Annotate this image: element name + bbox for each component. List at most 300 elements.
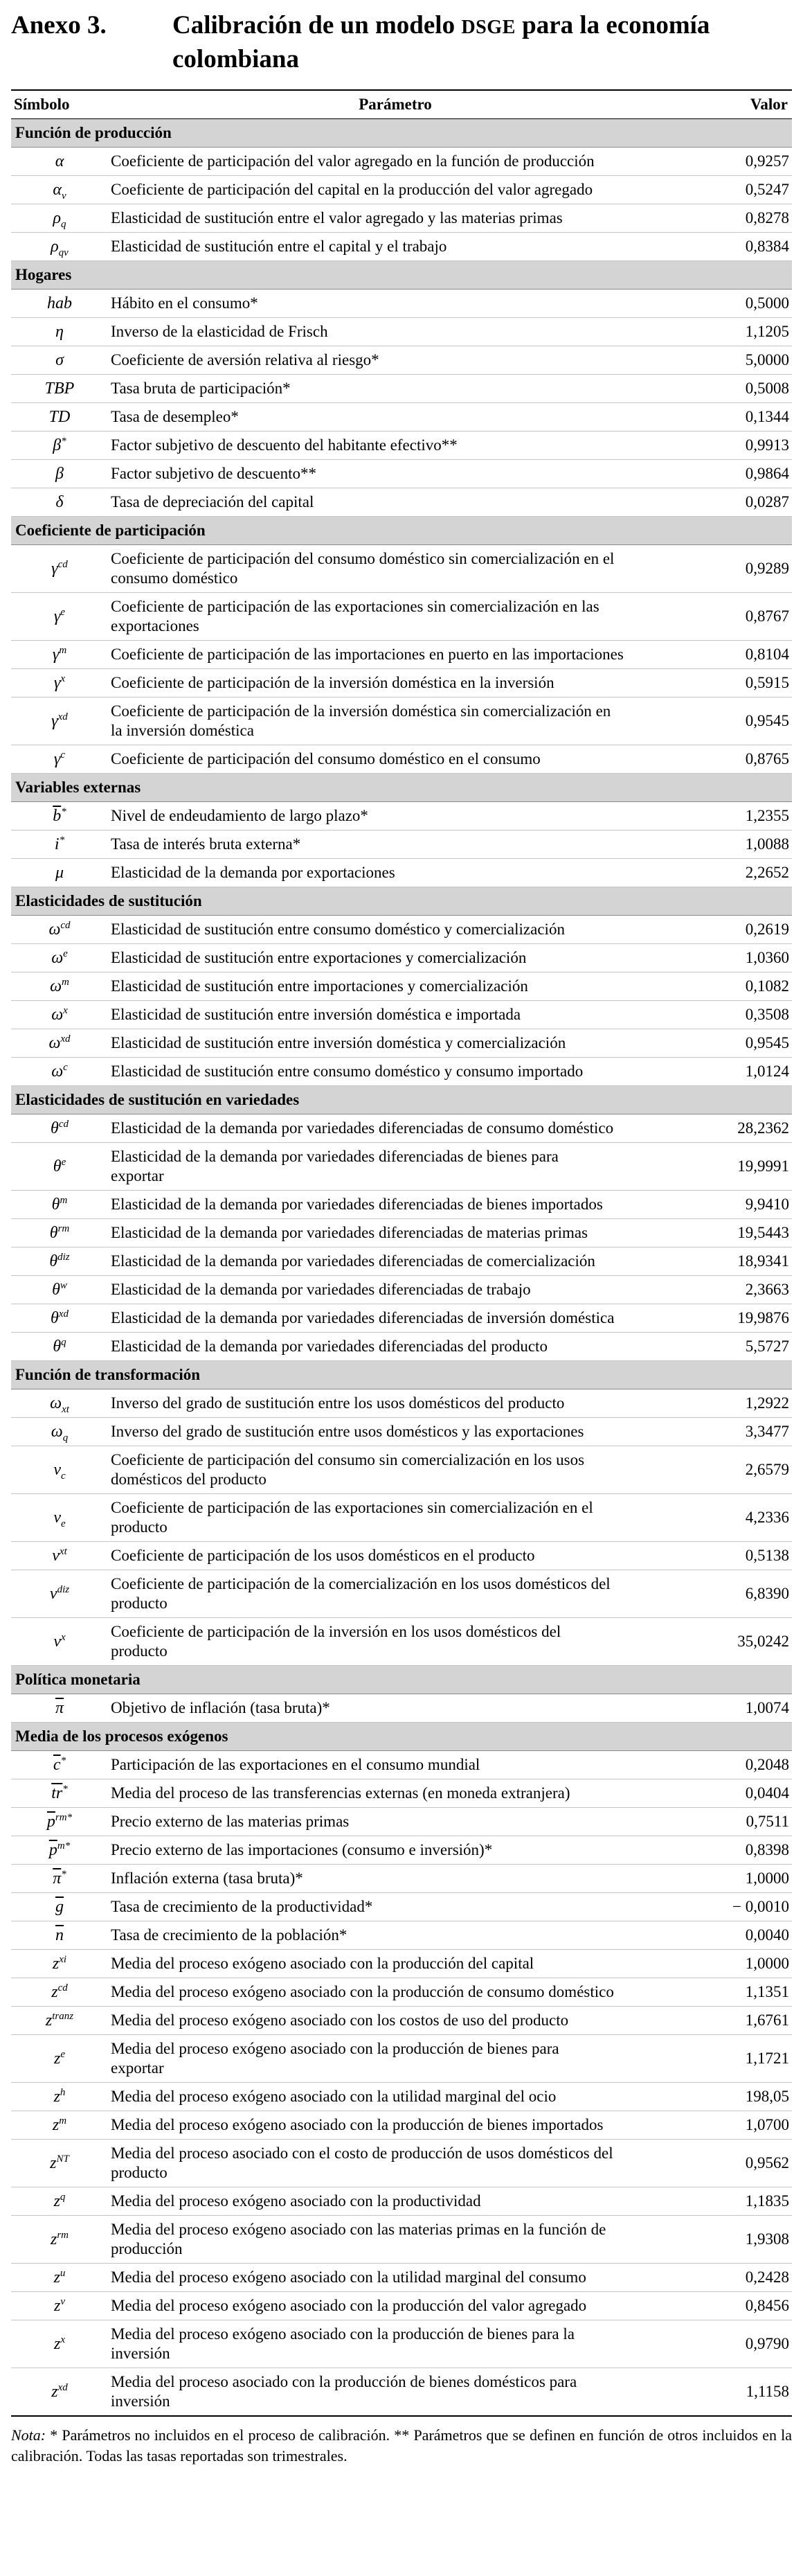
symbol-glyph: $z^q$ (53, 2192, 66, 2210)
parameter-symbol (11, 745, 108, 774)
parameter-symbol (11, 2216, 108, 2264)
parameter-symbol (11, 1921, 108, 1950)
title-post: para la economía colombiana (172, 11, 710, 73)
parameter-symbol (11, 1779, 108, 1808)
symbol-glyph: $v^{diz}$ (49, 1584, 70, 1603)
symbol-glyph: $z^h$ (53, 2087, 66, 2106)
parameter-row (11, 1694, 792, 1723)
symbol-glyph: $\gamma^e$ (53, 607, 66, 625)
parameter-value: 1,0124 (683, 1058, 792, 1086)
parameter-symbol (11, 2140, 108, 2187)
parameter-value: 0,1082 (683, 972, 792, 1001)
parameter-row (11, 745, 792, 774)
footnote-text: * Parámetros no incluidos en el proceso de calibración. ** Parámetros que se definen en función de otros incluidos en la calibración. Todas las tasas reportadas son trimestrales. (11, 2426, 792, 2464)
parameter-symbol (11, 2007, 108, 2035)
parameter-row (11, 859, 792, 887)
symbol-glyph: hab (47, 294, 72, 312)
parameter-symbol (11, 1808, 108, 1836)
parameter-description: Factor subjetivo de descuento del habitante efectivo** (108, 432, 683, 460)
parameter-description: Elasticidad de la demanda por variedades diferenciadas de trabajo (108, 1276, 683, 1304)
parameter-symbol (11, 432, 108, 460)
symbol-glyph: $\rho_{qv}$ (51, 238, 69, 258)
parameter-symbol (11, 2368, 108, 2417)
parameter-row (11, 1418, 792, 1446)
symbol-glyph: $\overline{c}^*$ (53, 1755, 66, 1774)
parameter-value: 0,9545 (683, 1029, 792, 1058)
parameter-symbol (11, 545, 108, 593)
parameter-row (11, 375, 792, 403)
parameter-value: 0,0040 (683, 1921, 792, 1950)
parameter-description: Coeficiente de participación del consumo sin comercialización en los usos domésticos del producto (108, 1446, 683, 1494)
parameter-symbol (11, 2264, 108, 2292)
parameter-value: 0,9790 (683, 2320, 792, 2368)
symbol-glyph: $\omega_{xt}$ (50, 1394, 69, 1415)
parameter-description: Media del proceso exógeno asociado con la producción del valor agregado (108, 2292, 683, 2320)
parameter-description: Media del proceso de las transferencias externas (en moneda extranjera) (108, 1779, 683, 1808)
parameter-value: 0,8456 (683, 2292, 792, 2320)
parameter-description: Tasa de crecimiento de la población* (108, 1921, 683, 1950)
parameter-row (11, 2292, 792, 2320)
symbol-glyph: $\gamma^x$ (53, 673, 66, 692)
parameter-row (11, 641, 792, 669)
parameter-description: Coeficiente de participación de los usos domésticos en el producto (108, 1542, 683, 1570)
parameter-value: 0,5138 (683, 1542, 792, 1570)
parameter-symbol (11, 1304, 108, 1333)
parameter-description: Coeficiente de participación de la inversión doméstica en la inversión (108, 669, 683, 698)
parameter-symbol (11, 1389, 108, 1418)
parameter-description: Participación de las exportaciones en el consumo mundial (108, 1751, 683, 1779)
parameter-value: 28,2362 (683, 1114, 792, 1143)
parameter-value: 0,9257 (683, 148, 792, 176)
parameter-symbol (11, 2111, 108, 2140)
symbol-glyph: $\theta^{xd}$ (51, 1308, 69, 1327)
table-body (11, 119, 792, 2417)
parameter-row (11, 1276, 792, 1304)
parameter-symbol (11, 593, 108, 641)
parameter-value: 0,5915 (683, 669, 792, 698)
section-header-row (11, 774, 792, 802)
parameter-description: Tasa bruta de participación* (108, 375, 683, 403)
parameter-description: Coeficiente de participación de la inversión doméstica sin comercialización en la inversión doméstica (108, 698, 683, 745)
parameter-symbol (11, 1865, 108, 1893)
parameter-value: 0,3508 (683, 1001, 792, 1029)
symbol-glyph: $\alpha_v$ (53, 181, 66, 202)
parameter-description: Coeficiente de participación del consumo doméstico sin comercialización en el consumo doméstico (108, 545, 683, 593)
parameter-value: 1,6761 (683, 2007, 792, 2035)
parameter-description: Coeficiente de participación de la comercialización en los usos domésticos del producto (108, 1570, 683, 1618)
parameter-symbol (11, 290, 108, 318)
section-title: Hogares (11, 261, 792, 290)
column-header-simbolo: Símbolo (11, 90, 108, 119)
parameter-value: 0,0287 (683, 488, 792, 517)
parameter-description: Hábito en el consumo* (108, 290, 683, 318)
parameter-symbol (11, 1893, 108, 1921)
parameter-value: 0,9562 (683, 2140, 792, 2187)
symbol-glyph: TBP (44, 380, 75, 398)
parameter-value: 0,5008 (683, 375, 792, 403)
parameter-value: 1,0700 (683, 2111, 792, 2140)
parameter-description: Coeficiente de participación de las exportaciones sin comercialización en el producto (108, 1494, 683, 1542)
parameter-value: 1,0000 (683, 1950, 792, 1978)
parameter-symbol (11, 1618, 108, 1666)
parameter-row (11, 545, 792, 593)
parameter-description: Media del proceso exógeno asociado con la productividad (108, 2187, 683, 2216)
symbol-glyph: $\theta^{cd}$ (51, 1119, 69, 1137)
parameter-value: 1,1158 (683, 2368, 792, 2417)
parameter-description: Elasticidad de la demanda por variedades diferenciadas de bienes para exportar (108, 1143, 683, 1191)
parameter-row (11, 2368, 792, 2417)
symbol-glyph: $z^e$ (53, 2049, 65, 2068)
parameter-description: Media del proceso exógeno asociado con la producción de bienes importados (108, 2111, 683, 2140)
section-title: Variables externas (11, 774, 792, 802)
parameter-row (11, 1978, 792, 2007)
parameter-row (11, 290, 792, 318)
parameter-symbol (11, 403, 108, 432)
parameter-row (11, 1247, 792, 1276)
parameter-description: Elasticidad de sustitución entre inversión doméstica y comercialización (108, 1029, 683, 1058)
parameter-symbol (11, 859, 108, 887)
parameter-symbol (11, 1570, 108, 1618)
parameter-value: 2,2652 (683, 859, 792, 887)
title-text (172, 10, 792, 75)
section-header-row (11, 1086, 792, 1114)
parameter-row (11, 318, 792, 346)
symbol-glyph: β (55, 465, 64, 483)
symbol-glyph: $\overline{\pi}$ (55, 1699, 64, 1717)
parameter-description: Elasticidad de la demanda por exportaciones (108, 859, 683, 887)
parameter-symbol (11, 2083, 108, 2111)
parameter-row (11, 1779, 792, 1808)
parameter-row (11, 1836, 792, 1865)
parameter-row (11, 432, 792, 460)
symbol-glyph: $\omega^m$ (50, 977, 69, 995)
symbol-glyph: $\theta^{diz}$ (49, 1252, 70, 1270)
parameter-row (11, 1446, 792, 1494)
symbol-glyph: $\overline{p}^{rm*}$ (46, 1812, 73, 1831)
parameter-symbol (11, 375, 108, 403)
parameter-description: Coeficiente de participación de las importaciones en puerto en las importaciones (108, 641, 683, 669)
parameter-description: Coeficiente de aversión relativa al riesgo* (108, 346, 683, 375)
parameter-description: Tasa de depreciación del capital (108, 488, 683, 517)
parameter-symbol (11, 1029, 108, 1058)
parameter-description: Media del proceso exógeno asociado con la utilidad marginal del ocio (108, 2083, 683, 2111)
parameter-row (11, 204, 792, 233)
parameter-row (11, 346, 792, 375)
symbol-glyph: $z^m$ (52, 2115, 67, 2134)
footnote-label: Nota: (11, 2426, 46, 2444)
parameter-row (11, 2083, 792, 2111)
parameter-value: 0,8278 (683, 204, 792, 233)
parameter-symbol (11, 1751, 108, 1779)
symbol-glyph: $v^x$ (53, 1632, 66, 1651)
parameter-value: 0,8384 (683, 233, 792, 261)
parameter-description: Precio externo de las importaciones (consumo e inversión)* (108, 1836, 683, 1865)
parameter-row (11, 460, 792, 488)
symbol-glyph: $\omega^x$ (51, 1005, 68, 1024)
parameter-value: 3,3477 (683, 1418, 792, 1446)
parameter-symbol (11, 1191, 108, 1219)
parameter-value: 0,5247 (683, 176, 792, 204)
symbol-glyph: $\omega^{xd}$ (48, 1033, 71, 1052)
parameter-row (11, 1808, 792, 1836)
parameter-row (11, 916, 792, 944)
parameter-description: Inverso del grado de sustitución entre los usos domésticos del producto (108, 1389, 683, 1418)
parameter-value: 1,0088 (683, 830, 792, 859)
parameter-row (11, 1570, 792, 1618)
symbol-glyph: $\gamma^{xd}$ (51, 711, 68, 730)
parameter-row (11, 2264, 792, 2292)
annex-label: Anexo 3. (11, 11, 107, 39)
section-title: Función de transformación (11, 1361, 792, 1389)
parameter-value: 19,9991 (683, 1143, 792, 1191)
title-pre: Calibración de un modelo (172, 11, 462, 39)
parameter-row (11, 1542, 792, 1570)
parameter-description: Elasticidad de sustitución entre el capital y el trabajo (108, 233, 683, 261)
parameter-symbol (11, 1333, 108, 1361)
parameter-symbol (11, 2292, 108, 2320)
parameter-value: 1,0074 (683, 1694, 792, 1723)
parameter-row (11, 698, 792, 745)
parameter-symbol (11, 346, 108, 375)
parameter-value: 19,5443 (683, 1219, 792, 1247)
symbol-glyph: $z^u$ (53, 2268, 66, 2286)
parameter-symbol (11, 802, 108, 830)
section-header-row (11, 1666, 792, 1694)
parameter-symbol (11, 1114, 108, 1143)
parameter-row (11, 2140, 792, 2187)
symbol-glyph: $z^{cd}$ (51, 1982, 68, 2001)
parameter-row (11, 1865, 792, 1893)
parameter-symbol (11, 1542, 108, 1570)
parameter-description: Media del proceso asociado con la producción de bienes domésticos para inversión (108, 2368, 683, 2417)
parameter-row (11, 2007, 792, 2035)
parameter-description: Media del proceso exógeno asociado con la producción de consumo doméstico (108, 1978, 683, 2007)
parameter-row (11, 148, 792, 176)
section-header-row (11, 1723, 792, 1751)
symbol-glyph: μ (55, 864, 64, 882)
parameter-description: Elasticidad de sustitución entre el valor agregado y las materias primas (108, 204, 683, 233)
symbol-glyph: $z^{xd}$ (51, 2382, 68, 2401)
symbol-glyph: $\theta^q$ (53, 1337, 66, 1356)
parameter-symbol (11, 698, 108, 745)
parameter-row (11, 1304, 792, 1333)
parameter-symbol (11, 204, 108, 233)
symbol-glyph: δ (55, 493, 64, 511)
parameter-value: 1,0000 (683, 1865, 792, 1893)
parameter-description: Media del proceso exógeno asociado con la producción de bienes para exportar (108, 2035, 683, 2083)
parameter-value: 0,2428 (683, 2264, 792, 2292)
parameter-description: Media del proceso exógeno asociado con las materias primas en la función de producción (108, 2216, 683, 2264)
parameter-symbol (11, 1950, 108, 1978)
parameter-value: 18,9341 (683, 1247, 792, 1276)
parameter-symbol (11, 1494, 108, 1542)
parameter-symbol (11, 176, 108, 204)
parameter-row (11, 2216, 792, 2264)
symbol-glyph: i* (54, 835, 65, 853)
parameter-value: 5,5727 (683, 1333, 792, 1361)
parameter-row (11, 1494, 792, 1542)
parameter-description: Media del proceso exógeno asociado con la producción de bienes para la inversión (108, 2320, 683, 2368)
parameter-row (11, 1618, 792, 1666)
symbol-glyph: $\theta^m$ (51, 1195, 68, 1214)
parameter-row (11, 1219, 792, 1247)
parameter-value: 0,5000 (683, 290, 792, 318)
parameter-description: Inflación externa (tasa bruta)* (108, 1865, 683, 1893)
symbol-glyph: $z^v$ (53, 2296, 65, 2315)
parameter-symbol (11, 460, 108, 488)
section-header-row (11, 261, 792, 290)
parameter-symbol (11, 2187, 108, 2216)
symbol-glyph: α (55, 152, 64, 170)
parameter-value: 2,3663 (683, 1276, 792, 1304)
parameter-row (11, 593, 792, 641)
section-header-row (11, 119, 792, 148)
page-title (11, 10, 792, 75)
parameter-description: Coeficiente de participación del consumo doméstico en el consumo (108, 745, 683, 774)
title-acronym: DSGE (461, 17, 516, 38)
parameter-description: Media del proceso exógeno asociado con la utilidad marginal del consumo (108, 2264, 683, 2292)
parameter-description: Coeficiente de participación del valor agregado en la función de producción (108, 148, 683, 176)
parameter-row (11, 972, 792, 1001)
parameter-value: 1,1351 (683, 1978, 792, 2007)
parameter-description: Elasticidad de la demanda por variedades diferenciadas de bienes importados (108, 1191, 683, 1219)
symbol-glyph: $\gamma^m$ (52, 645, 67, 664)
parameter-value: 0,7511 (683, 1808, 792, 1836)
section-title: Coeficiente de participación (11, 517, 792, 545)
parameter-symbol (11, 972, 108, 1001)
parameter-symbol (11, 1219, 108, 1247)
parameter-value: 6,8390 (683, 1570, 792, 1618)
parameter-symbol (11, 944, 108, 972)
parameter-row (11, 2187, 792, 2216)
section-header-row (11, 1361, 792, 1389)
parameter-symbol (11, 1978, 108, 2007)
parameter-symbol (11, 1247, 108, 1276)
symbol-glyph: $z^{NT}$ (50, 2153, 69, 2172)
parameter-row (11, 1058, 792, 1086)
parameter-value: 4,2336 (683, 1494, 792, 1542)
symbol-glyph: $v^{xt}$ (52, 1546, 67, 1565)
parameter-symbol (11, 641, 108, 669)
section-title: Media de los procesos exógenos (11, 1723, 792, 1751)
parameter-symbol (11, 916, 108, 944)
parameter-value: 0,9545 (683, 698, 792, 745)
parameter-symbol (11, 318, 108, 346)
parameter-value: 5,0000 (683, 346, 792, 375)
column-header-valor: Valor (683, 90, 792, 119)
parameter-value: 0,8398 (683, 1836, 792, 1865)
symbol-glyph: TD (48, 408, 71, 426)
parameter-row (11, 1333, 792, 1361)
parameter-description: Elasticidad de sustitución entre consumo doméstico y consumo importado (108, 1058, 683, 1086)
parameter-row (11, 1029, 792, 1058)
parameter-symbol (11, 148, 108, 176)
parameter-value: 0,8104 (683, 641, 792, 669)
symbol-glyph: $\overline{n}$ (55, 1926, 64, 1944)
parameter-value: 1,2922 (683, 1389, 792, 1418)
parameter-description: Media del proceso exógeno asociado con los costos de uso del producto (108, 2007, 683, 2035)
symbol-glyph: $\gamma^c$ (53, 749, 66, 768)
parameter-row (11, 1191, 792, 1219)
symbol-glyph: $\omega^e$ (51, 948, 68, 967)
column-header-parametro: Parámetro (108, 90, 683, 119)
parameter-row (11, 233, 792, 261)
parameter-row (11, 2320, 792, 2368)
parameter-description: Coeficiente de participación de la inversión en los usos domésticos del producto (108, 1618, 683, 1666)
symbol-glyph: $\omega^c$ (51, 1062, 68, 1081)
parameter-description: Elasticidad de sustitución entre consumo doméstico y comercialización (108, 916, 683, 944)
footnote (11, 2425, 792, 2467)
section-title: Función de producción (11, 119, 792, 148)
parameter-value: 1,0360 (683, 944, 792, 972)
symbol-glyph: $\theta^e$ (53, 1157, 66, 1175)
parameter-description: Coeficiente de participación de las exportaciones sin comercialización en las exportaciones (108, 593, 683, 641)
parameter-value: 1,9308 (683, 2216, 792, 2264)
symbol-glyph: $\overline{b}^*$ (53, 806, 66, 825)
parameter-row (11, 1751, 792, 1779)
parameter-row (11, 2035, 792, 2083)
parameter-description: Coeficiente de participación del capital en la producción del valor agregado (108, 176, 683, 204)
parameter-symbol (11, 1276, 108, 1304)
calibration-table (11, 89, 792, 2417)
parameter-description: Elasticidad de sustitución entre importaciones y comercialización (108, 972, 683, 1001)
parameter-description: Media del proceso asociado con el costo de producción de usos domésticos del producto (108, 2140, 683, 2187)
symbol-glyph: $\theta^{rm}$ (49, 1223, 70, 1242)
parameter-row (11, 669, 792, 698)
section-header-row (11, 517, 792, 545)
symbol-glyph: $\gamma^{cd}$ (51, 559, 68, 578)
parameter-description: Media del proceso exógeno asociado con la producción del capital (108, 1950, 683, 1978)
parameter-symbol (11, 2035, 108, 2083)
parameter-value: 2,6579 (683, 1446, 792, 1494)
parameter-value: 0,1344 (683, 403, 792, 432)
table-header-row (11, 90, 792, 119)
symbol-glyph: $\omega_q$ (51, 1423, 69, 1444)
parameter-symbol (11, 669, 108, 698)
parameter-description: Tasa de crecimiento de la productividad* (108, 1893, 683, 1921)
parameter-description: Inverso del grado de sustitución entre usos domésticos y las exportaciones (108, 1418, 683, 1446)
symbol-glyph: $\overline{g}$ (55, 1898, 64, 1916)
parameter-row (11, 944, 792, 972)
parameter-symbol (11, 1836, 108, 1865)
parameter-symbol (11, 1001, 108, 1029)
parameter-symbol (11, 233, 108, 261)
parameter-description: Nivel de endeudamiento de largo plazo* (108, 802, 683, 830)
symbol-glyph: $v_c$ (53, 1461, 66, 1482)
parameter-row (11, 1389, 792, 1418)
parameter-description: Elasticidad de la demanda por variedades diferenciadas de materias primas (108, 1219, 683, 1247)
parameter-value: 0,8767 (683, 593, 792, 641)
parameter-row (11, 830, 792, 859)
symbol-glyph: $\omega^{cd}$ (48, 920, 71, 939)
symbol-glyph: $\theta^w$ (52, 1280, 67, 1299)
symbol-glyph: $\overline{tr}^*$ (51, 1784, 68, 1802)
parameter-value: 0,9913 (683, 432, 792, 460)
parameter-row (11, 403, 792, 432)
section-title: Elasticidades de sustitución (11, 887, 792, 916)
parameter-row (11, 488, 792, 517)
parameter-value: − 0,0010 (683, 1893, 792, 1921)
parameter-description: Factor subjetivo de descuento** (108, 460, 683, 488)
symbol-glyph: $\rho_q$ (53, 209, 66, 230)
parameter-row (11, 1143, 792, 1191)
parameter-value: 0,2619 (683, 916, 792, 944)
symbol-glyph: $z^{xi}$ (52, 1954, 67, 1973)
parameter-symbol (11, 488, 108, 517)
parameter-description: Tasa de desempleo* (108, 403, 683, 432)
parameter-description: Elasticidad de la demanda por variedades diferenciadas del producto (108, 1333, 683, 1361)
parameter-description: Elasticidad de la demanda por variedades diferenciadas de inversión doméstica (108, 1304, 683, 1333)
